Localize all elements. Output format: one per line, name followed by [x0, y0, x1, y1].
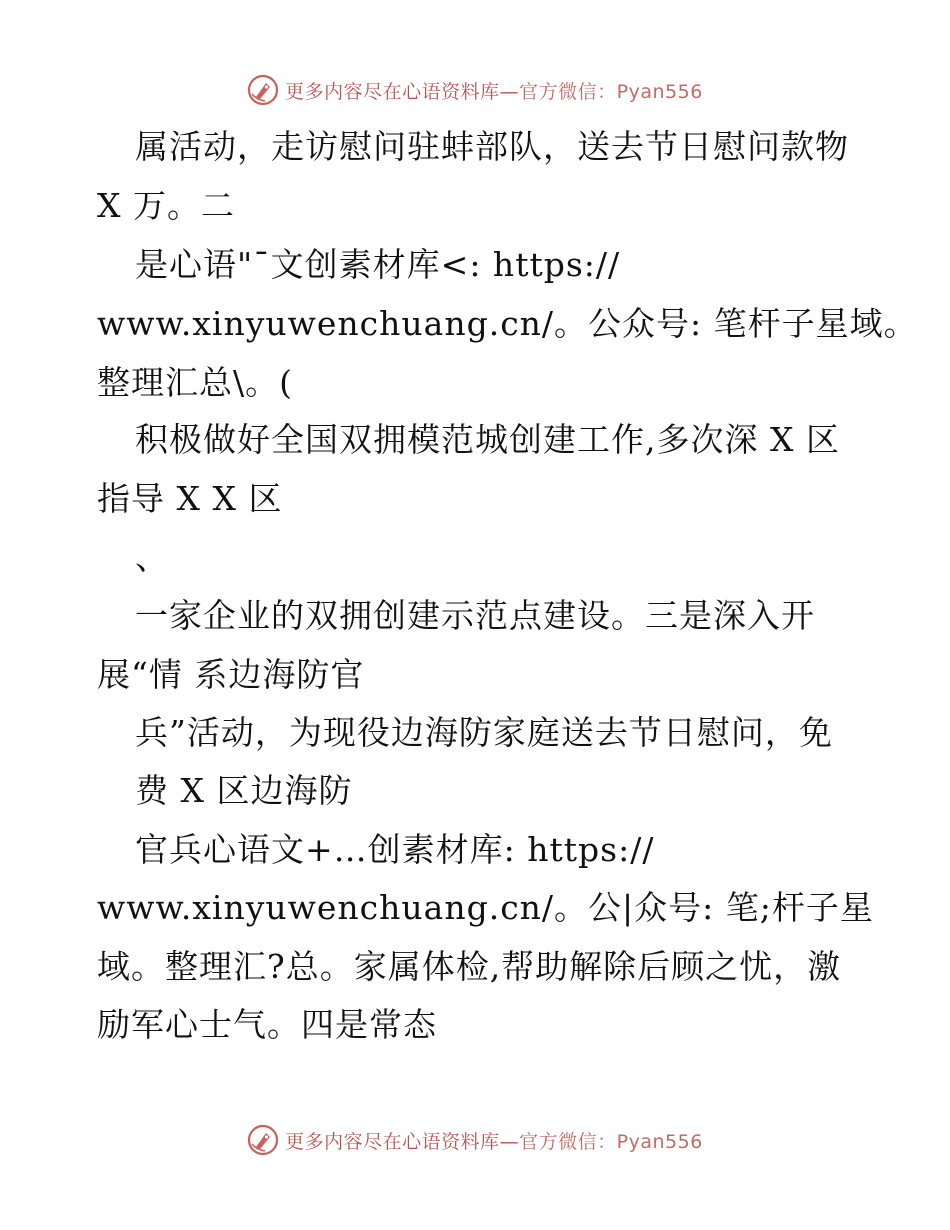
footer-wechat-text: 官方微信：Pyan556 [519, 1130, 703, 1153]
body-line: 是心语"¯文创素材库<: https:// [135, 245, 621, 284]
body-line: 域。整理汇?总。家属体检,帮助解除后顾之忧，激 [97, 947, 842, 986]
header-wechat-text: 官方微信：Pyan556 [519, 80, 703, 103]
body-line: 费 X 区边海防 [135, 771, 353, 810]
body-line: 指导 X X 区 [97, 479, 283, 518]
body-line: 励军心士气。四是常态 [97, 1005, 437, 1044]
body-line: 积极做好全国双拥模范城创建工作,多次深 X 区 [135, 420, 840, 459]
body-line: 整理汇总\。( [97, 363, 293, 402]
body-line: www.xinyuwenchuang.cn/。公|众号: 笔;杆子星 [97, 888, 874, 927]
header-separator: — [499, 80, 520, 103]
body-line: 展“情 系边海防官 [97, 655, 365, 694]
body-line: 属活动，走访慰问驻蚌部队，送去节日慰问款物 [135, 127, 849, 166]
body-line: 兵”活动，为现役边海防家庭送去节日慰问，免 [135, 713, 833, 752]
body-line: 一家企业的双拥创建示范点建设。三是深入开 [135, 596, 815, 635]
footer-separator: — [499, 1130, 520, 1153]
footer-brand-text: 更多内容尽在心语资料库 [285, 1130, 500, 1153]
body-line: 官兵心语文+…创素材库: https:// [135, 830, 655, 869]
footer-banner-text [285, 1127, 703, 1154]
body-line: www.xinyuwenchuang.cn/。公众号: 笔杆子星域。 [97, 304, 918, 343]
pen-nib-logo-icon [247, 1124, 279, 1156]
body-line: X 万。二 [97, 186, 235, 225]
header-brand-text: 更多内容尽在心语资料库 [285, 80, 500, 103]
body-line: 、 [135, 538, 169, 577]
footer-watermark [0, 1120, 950, 1160]
